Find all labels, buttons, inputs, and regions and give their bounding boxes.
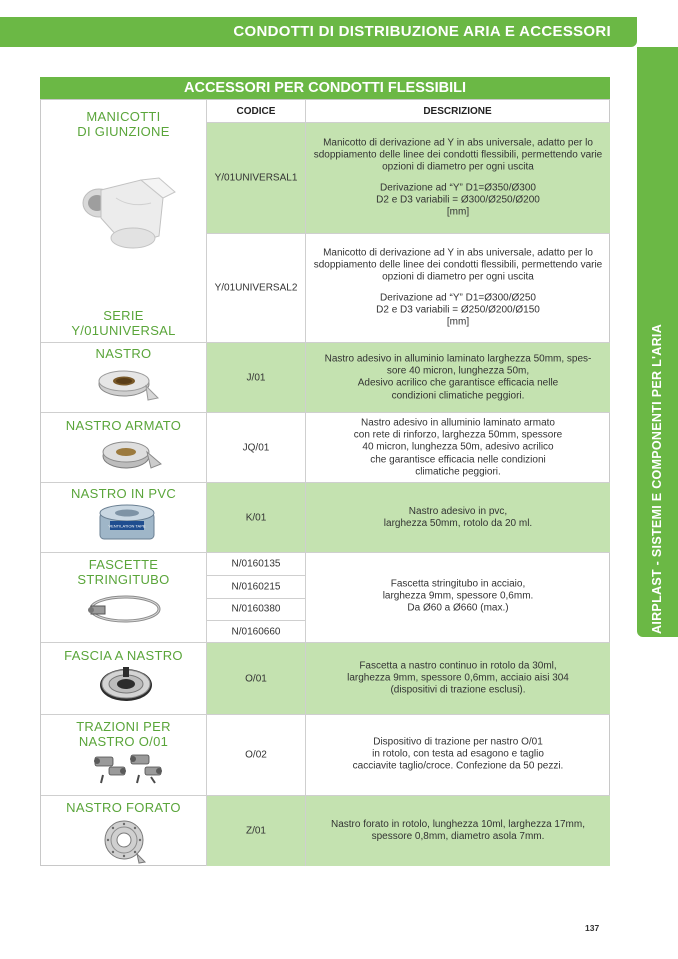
- pvc-tape-image: [96, 503, 158, 547]
- product-series-label: SERIE Y/01UNIVERSAL: [71, 308, 176, 338]
- product-code: Z/01: [245, 825, 266, 837]
- product-code: JQ/01: [242, 442, 270, 454]
- product-name-nastro: NASTRO: [95, 346, 152, 361]
- y-connector-image: [71, 158, 181, 258]
- column-header-code: CODICE: [236, 106, 276, 117]
- section-title: CONDOTTI DI DISTRIBUZIONE ARIA E ACCESSORI: [233, 23, 611, 40]
- product-name-fascette: FASCETTE STRINGITUBO: [77, 557, 170, 587]
- page-number: 137: [585, 923, 600, 933]
- product-name-manicotti: MANICOTTI DI GIUNZIONE: [77, 109, 170, 139]
- product-code: J/01: [246, 372, 266, 384]
- product-description: Nastro adesivo in alluminio laminato larghezza 50mm, spes- sore 40 micron, lunghezza 50m, Adesivo acrilico che garantisce efficacia nelle condizioni climatiche peggiori.: [324, 353, 592, 402]
- product-code: K/01: [245, 512, 267, 524]
- band-strap-image: [95, 663, 157, 707]
- product-code: Y/01UNIVERSAL1: [214, 172, 298, 184]
- product-description: Fascetta a nastro continuo in rotolo da 30ml, larghezza 9mm, spessore 0,6mm, acciaio aisi 304 (dispositivi di trazione esclusi).: [347, 660, 569, 697]
- product-code: N/0160215: [231, 581, 281, 593]
- product-description: Nastro forato in rotolo, lunghezza 10ml, larghezza 17mm, spessore 0,8mm, diametro asola 7mm.: [330, 818, 585, 842]
- tensioners-image: [89, 747, 169, 787]
- accessories-table: [40, 99, 610, 866]
- product-name-nastro-armato: NASTRO ARMATO: [65, 418, 182, 433]
- side-label: AIRPLAST - SISTEMI E COMPONENTI PER L'ARIA: [650, 323, 664, 634]
- product-description: Nastro adesivo in alluminio laminato armato con rete di rinforzo, larghezza 50mm, spessore 40 micron, lunghezza 50m, adesivo acrilico che garantisce efficacia nelle condizioni climatiche peggiori.: [353, 417, 563, 478]
- product-code: O/01: [245, 673, 267, 685]
- section-banner: [0, 17, 637, 47]
- product-description: Manicotto di derivazione ad Y in abs universale, adatto per lo sdoppiamento delle linee dei condotti flessibili, permettendo varie opzioni di diametro per ogni uscita Derivazione ad “Y” D1=Ø300/Ø250 D2 e D3 variabili = Ø250/Ø200/Ø150 [mm]: [313, 247, 603, 328]
- product-code: O/02: [245, 749, 267, 761]
- aluminum-tape-image: [88, 364, 160, 406]
- product-name-fascia: FASCIA A NASTRO: [64, 648, 183, 663]
- reinforced-tape-image: [93, 434, 163, 474]
- product-code: N/0160660: [231, 626, 281, 638]
- tape-print-text: VENTILATION TAPE: [108, 523, 146, 529]
- product-name-forato: NASTRO FORATO: [66, 800, 181, 815]
- product-name-nastro-pvc: NASTRO IN PVC: [70, 486, 177, 501]
- product-description: Nastro adesivo in pvc, larghezza 50mm, rotolo da 20 ml.: [383, 505, 533, 529]
- product-code: N/0160380: [231, 603, 281, 615]
- hose-clamp-image: [85, 592, 165, 626]
- perforated-strip-image: [99, 818, 149, 864]
- product-name-trazioni: TRAZIONI PER NASTRO O/01: [76, 719, 171, 749]
- table-title: ACCESSORI PER CONDOTTI FLESSIBILI: [40, 77, 610, 99]
- product-code: Y/01UNIVERSAL2: [214, 282, 298, 294]
- product-description: Manicotto di derivazione ad Y in abs universale, adatto per lo sdoppiamento delle linee dei condotti flessibili, permettendo varie opzioni di diametro per ogni uscita Derivazione ad “Y” D1=Ø350/Ø300 D2 e D3 variabili = Ø300/Ø250/Ø200 [mm]: [313, 137, 603, 218]
- product-code: N/0160135: [231, 558, 281, 570]
- product-description: Fascetta stringitubo in acciaio, larghezza 9mm, spessore 0,6mm. Da Ø60 a Ø660 (max.): [382, 578, 534, 615]
- column-header-description: DESCRIZIONE: [423, 106, 492, 117]
- product-description: Dispositivo di trazione per nastro O/01 in rotolo, con testa ad esagono e taglio cacciavite taglio/croce. Confezione da 50 pezzi.: [352, 736, 564, 773]
